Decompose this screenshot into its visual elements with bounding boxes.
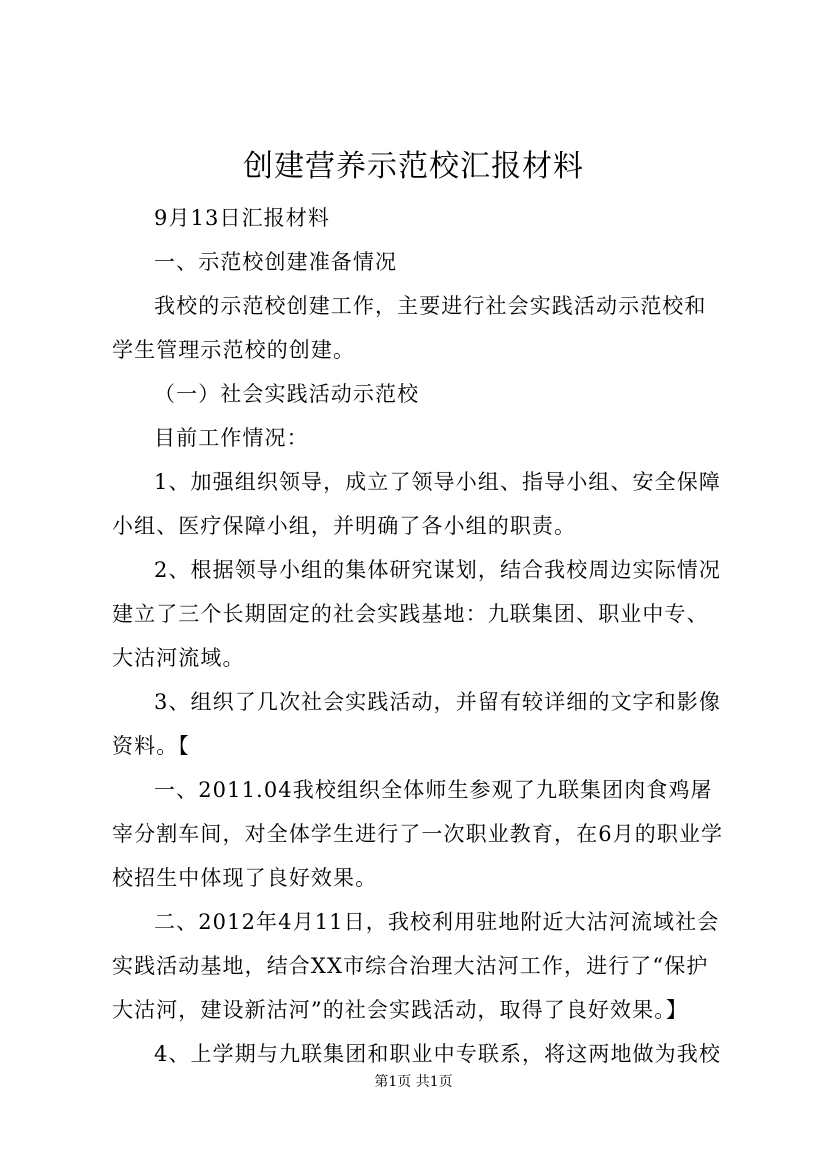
document-body [112, 196, 724, 1076]
paragraph-item-3: 3、组织了几次社会实践活动，并留有较详细的文字和影像资料。【 [112, 690, 721, 758]
paragraph-item-1: 1、加强组织领导，成立了领导小组、指导小组、安全保障小组、医疗保障小组，并明确了各小组的职责。 [112, 470, 721, 538]
paragraph-activity-2: 二、2012年4月11日，我校利用驻地附近大沽河流域社会实践活动基地，结合XX市综合治理大沽河工作，进行了“保护大沽河，建设新沽河”的社会实践活动，取得了良好效果。】 [112, 910, 720, 1022]
document-title: 创建营养示范校汇报材料 [243, 149, 584, 184]
page-footer: 第1页 共1页 [374, 1074, 453, 1090]
paragraph-current-work: 目前工作情况： [154, 426, 309, 450]
paragraph-date-heading: 9月13日汇报材料 [154, 206, 330, 230]
paragraph-intro: 我校的示范校创建工作，主要进行社会实践活动示范校和学生管理示范校的创建。 [112, 294, 707, 362]
paragraph-item-4: 4、上学期与九联集团和职业中专联系，将这两地做为我校 [154, 1042, 721, 1066]
paragraph-subsection-heading: （一）社会实践活动示范校 [154, 382, 420, 406]
paragraph-item-2: 2、根据领导小组的集体研究谋划，结合我校周边实际情况建立了三个长期固定的社会实践基地：九联集团、职业中专、大沽河流域。 [112, 558, 721, 670]
paragraph-activity-1: 一、2011.04我校组织全体师生参观了九联集团肉食鸡屠宰分割车间，对全体学生进行了一次职业教育，在6月的职业学校招生中体现了良好效果。 [112, 778, 724, 890]
paragraph-section-heading: 一、示范校创建准备情况 [154, 250, 398, 274]
